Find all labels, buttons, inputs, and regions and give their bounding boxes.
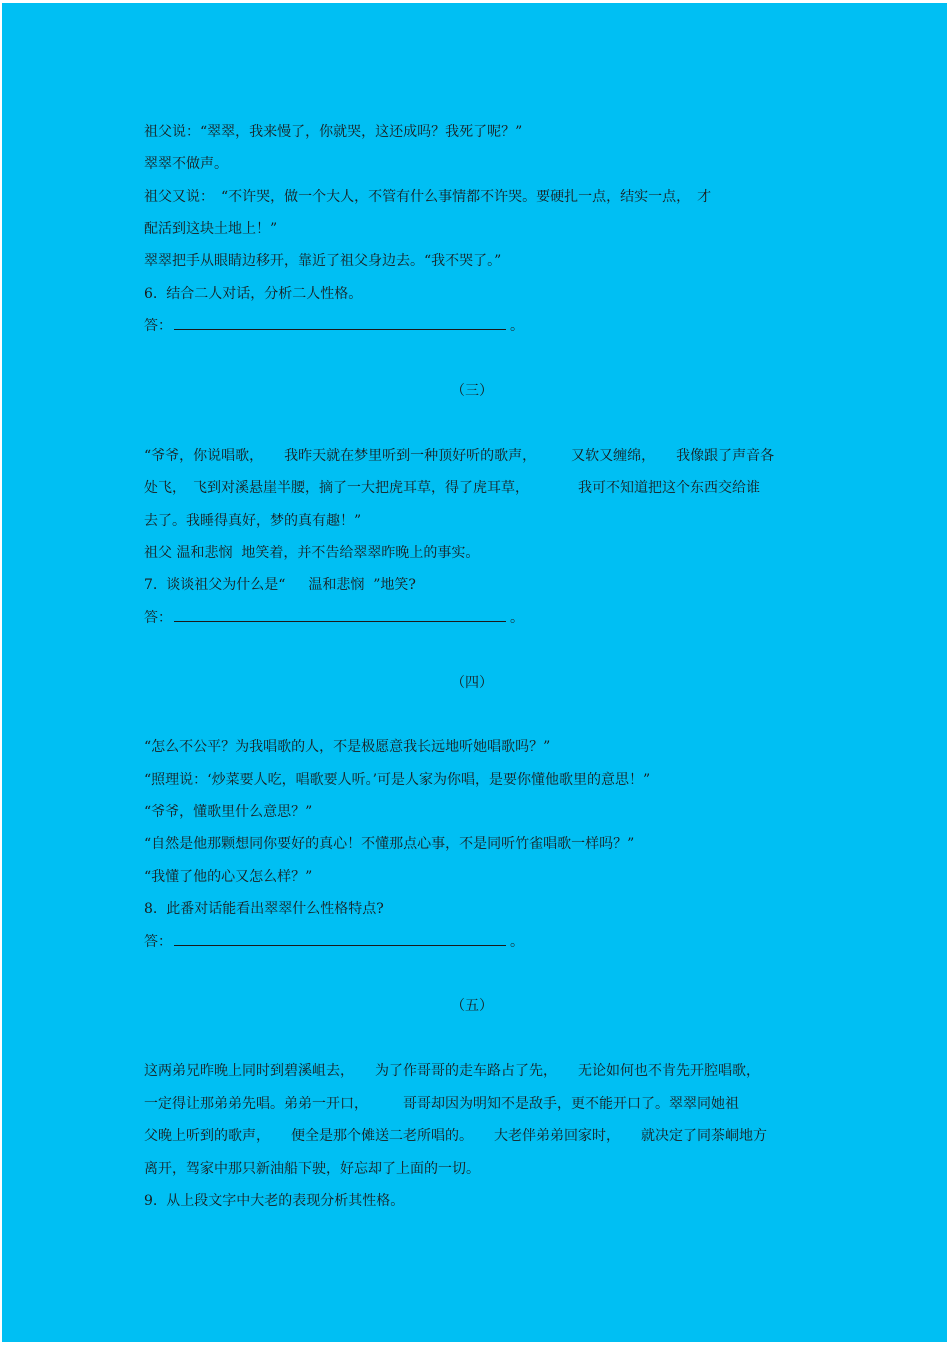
passage-line: 离开，驾家中那只新油船下驶，好忘却了上面的一切。 — [144, 1161, 480, 1177]
passage-line: 祖父又说： “不许哭，做一个大人，不管有什么事情都不许哭。要硬扎一点，结实一点， 才 — [144, 189, 712, 205]
question-9: 9. 从上段文字中大老的表现分析其性格。 — [144, 1193, 405, 1209]
answer-blank-6[interactable] — [174, 317, 506, 330]
question-8: 8. 此番对话能看出翠翠什么性格特点? — [144, 901, 384, 917]
passage-line: “我懂了他的心又怎么样？” — [144, 869, 313, 885]
passage-line: “爷爷，懂歌里什么意思？” — [144, 804, 313, 820]
passage-line: 祖父 温和悲悯 地笑着，并不告给翠翠昨晚上的事实。 — [144, 545, 480, 561]
passage-line: 配活到这块土地上！” — [144, 221, 278, 237]
passage-line: 翠翠把手从眼睛边移开，靠近了祖父身边去。“我不哭了。” — [144, 253, 502, 269]
passage-line: 去了。我睡得真好，梦的真有趣！” — [144, 513, 362, 529]
answer-label: 答： — [144, 934, 172, 950]
passage-line: 这两弟兄昨晚上同时到碧溪岨去， 为了作哥哥的走车路占了先， 无论如何也不肯先开腔唱歌， — [144, 1063, 760, 1079]
answer-label: 答： — [144, 318, 172, 334]
passage-line: 父晚上听到的歌声， 便全是那个傩送二老所唱的。 大老伴弟弟回家时， 就决定了同茶峒地方 — [144, 1128, 767, 1144]
answer-blank-7[interactable] — [174, 609, 506, 622]
passage-line: “爷爷，你说唱歌， 我昨天就在梦里听到一种顶好听的歌声， 又软又缠绵， 我像跟了声音各 — [144, 448, 775, 464]
section-heading-5: （五） — [451, 998, 493, 1014]
answer-period: 。 — [510, 610, 524, 626]
document-page — [2, 3, 947, 1342]
passage-line: “怎么不公平？为我唱歌的人，不是极愿意我长远地听她唱歌吗？” — [144, 739, 551, 755]
passage-line: 处飞， 飞到对溪悬崖半腰，摘了一大把虎耳草，得了虎耳草， 我可不知道把这个东西交给谁 — [144, 480, 760, 496]
answer-period: 。 — [510, 934, 524, 950]
passage-line: 祖父说：“翠翠，我来慢了，你就哭，这还成吗？我死了呢？” — [144, 124, 523, 140]
answer-label: 答： — [144, 610, 172, 626]
answer-blank-8[interactable] — [174, 933, 506, 946]
section-heading-4: （四） — [451, 675, 493, 691]
passage-line: 一定得让那弟弟先唱。弟弟一开口， 哥哥却因为明知不是敌手，更不能开口了。翠翠同她祖 — [144, 1096, 739, 1112]
passage-line: “照理说：‘炒菜要人吃，唱歌要人听。’可是人家为你唱，是要你懂他歌里的意思！” — [144, 772, 651, 788]
section-heading-3: （三） — [451, 383, 493, 399]
answer-period: 。 — [510, 318, 524, 334]
question-6: 6. 结合二人对话，分析二人性格。 — [144, 286, 363, 302]
answer-line-6 — [144, 316, 524, 336]
answer-line-7 — [144, 608, 524, 628]
passage-line: 翠翠不做声。 — [144, 156, 228, 172]
question-7: 7. 谈谈祖父为什么是“ 温和悲悯 ”地笑? — [144, 577, 416, 593]
passage-line: “自然是他那颗想同你要好的真心！不懂那点心事，不是同听竹雀唱歌一样吗？” — [144, 836, 635, 852]
answer-line-8 — [144, 932, 524, 952]
